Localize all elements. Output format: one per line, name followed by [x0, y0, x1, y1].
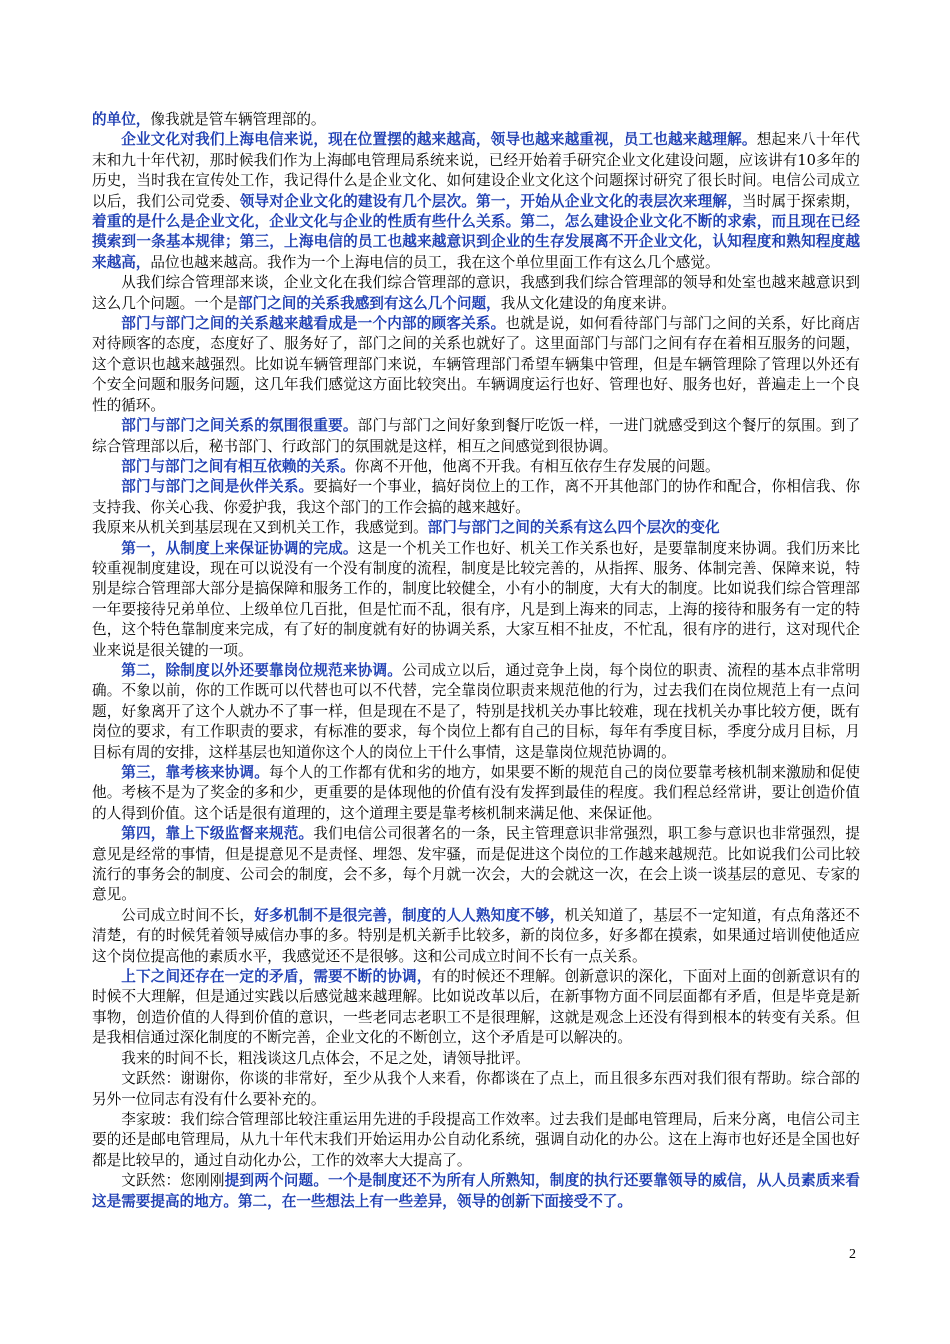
- paragraph: [92, 1110, 860, 1171]
- highlighted-text: 第三，靠考核来协调。: [121, 764, 269, 781]
- paragraph: [92, 763, 860, 824]
- body-text: 品位也越来越高。我作为一个上海电信的员工，我在这个单位里面工作有这么几个感觉。: [150, 253, 720, 271]
- paragraph: [92, 1069, 860, 1110]
- body-text: 我从文化建设的角度来讲。: [500, 294, 676, 312]
- highlighted-text: 部门与部门之间的关系有这么四个层次的变化: [427, 519, 720, 537]
- paragraph: [92, 416, 860, 457]
- body-text: 当时属于探索期，: [741, 192, 860, 210]
- body-text: 文跃然：您刚刚: [121, 1172, 225, 1190]
- highlighted-text: 第二，除制度以外还要靠岗位规范来协调。: [121, 661, 402, 679]
- paragraph: [92, 273, 860, 314]
- paragraph: [92, 824, 860, 906]
- body-text: 文跃然：谢谢你，你谈的非常好，至少从我个人来看，你都谈在了点上，而且很多东西对我们很有帮助。综合部的另外一位同志有没有什么要补充的。: [92, 1070, 860, 1108]
- paragraph: [92, 457, 860, 477]
- highlighted-text: 第四，靠上下级监督来规范。: [121, 825, 314, 843]
- paragraph: [92, 539, 860, 661]
- highlighted-text: 的单位，: [92, 111, 151, 128]
- paragraph: [92, 1049, 860, 1069]
- body-text: 我原来从机关到基层现在又到机关工作，我感觉到。: [92, 519, 428, 537]
- body-text: 机关知道了，基层不一定知道，有点角落还不清楚，有的时候凭着领导威信办事的多。特别是机关新手比较多，新的岗位多，好多都在摸索，如果通过培训使他适应这个岗位提高他的素质水平，我感觉还不是很够。这和公司成立时间不长有一点关系。: [92, 906, 860, 965]
- paragraph: [92, 518, 860, 538]
- body-text: 我来的时间不长，粗浅谈这几点体会，不足之处，请领导批评。: [121, 1049, 530, 1067]
- highlighted-text: 提到两个问题。一个是制度还不为所有人所熟知，制度的执行还要靠领导的威信，从人员素质来看这是需要提高的地方。第二，在一些想法上有一些差异，领导的创新下面接受不了。: [92, 1172, 860, 1210]
- body-text: 你离不开他，他离不开我。有相互依存生存发展的问题。: [354, 457, 720, 475]
- body-text: 公司成立时间不长，: [121, 906, 255, 924]
- body-text: 这是一个机关工作也好、机关工作关系也好，是要靠制度来协调。我们历来比较重视制度建设，现在可以说没有一个没有制度的流程，制度是比较完善的，从指挥、服务、体制完善、保障来说，特别是综合管理部大部分是搞保障和服务工作的，制度比较健全，小有小的制度，大有大的制度。比如说我们综合管理部一年要接待兄弟单位、上级单位几百批，但是忙而不乱，很有序，凡是到上海来的同志，上海的接待和服务有一定的特色，这个特色靠制度来完成，有了好的制度就有好的协调关系，大家互相不扯皮，不忙乱，很有序的进行，这对现代企业来说是很关键的一项。: [92, 539, 860, 659]
- highlighted-text: 部门之间的关系我感到有这么几个问题，: [237, 294, 501, 312]
- paragraph: [92, 906, 860, 967]
- paragraph: [92, 314, 860, 416]
- body-text: 从我们综合管理部来谈，企业文化在我们综合管理部的意识，我感到我们综合管理部的领导和处室也越来越意识到这么几个问题。一个是: [92, 274, 860, 312]
- highlighted-text: 领导对企业文化的建设有几个层次。第一，开始从企业文化的表层次来理解，: [239, 192, 742, 210]
- highlighted-text: 部门与部门之间关系的氛围很重要。: [121, 417, 358, 435]
- page-number: 2: [849, 1247, 856, 1262]
- body-text: 每个人的工作都有优和劣的地方，如果要不断的规范自己的岗位要靠考核机制来激励和促使他。考核不是为了奖金的多和少，更重要的是体现他的价值有没有发挥到最佳的程度。我们程总经常讲，要让创造价值的人得到价值。这个话是很有道理的，这个道理主要是靠考核机制来满足他、来保证他。: [92, 764, 860, 822]
- body-text: 李家玻：我们综合管理部比较注重运用先进的手段提高工作效率。过去我们是邮电管理局，后来分离，电信公司主要的还是邮电管理局，从九十年代末我们开始运用办公自动化系统，强调自动化的办公。这在上海市也好还是全国也好都是比较早的，通过自动化办公，工作的效率大大提高了。: [92, 1110, 860, 1169]
- paragraph: [92, 110, 860, 130]
- highlighted-text: 部门与部门之间的关系越来越看成是一个内部的顾客关系。: [121, 315, 506, 333]
- highlighted-text: 上下之间还存在一定的矛盾，需要不断的协调，: [121, 968, 432, 986]
- body-text: 部门与部门之间好象到餐厅吃饭一样，一进门就感受到这个餐厅的氛围。到了综合管理部以后，秘书部门、行政部门的氛围就是这样，相互之间感觉到很协调。: [92, 417, 860, 455]
- paragraph: [92, 967, 860, 1049]
- document-page: [92, 110, 860, 1212]
- body-text: 我们电信公司很著名的一条，民主管理意识非常强烈，职工参与意识也非常强烈，提意见是经常的事情，但是提意见不是责怪、埋怨、发牢骚，而是促进这个岗位的工作越来越规范。比如说我们公司比较流行的事务会的制度、公司会的制度，会不多，每个月就一次会，大的会就这一次，在会上谈一谈基层的意见、专家的意见。: [92, 825, 860, 904]
- body-text: 要搞好一个事业，搞好岗位上的工作，离不开其他部门的协作和配合，你相信我、你支持我、你关心我、你爱护我，我这个部门的工作会搞的越来越好。: [92, 478, 860, 516]
- paragraph: [92, 130, 860, 273]
- highlighted-text: 好多机制不是很完善，制度的人人熟知度不够，: [254, 906, 565, 924]
- paragraph: [92, 477, 860, 518]
- paragraph: [92, 1171, 860, 1212]
- paragraph: [92, 661, 860, 763]
- body-text: 想起来八十年代末和九十年代初，那时候我们作为上海邮电管理局系统来说，已经开始着手研究企业文化建设问题，应该讲有10多年的历史，当时我在宣传处工作，我记得什么是企业文化、如何建设企业文化这个问题探讨研究了很长时间。电信公司成立以后，我们公司党委、: [92, 131, 860, 210]
- highlighted-text: 部门与部门之间有相互依赖的关系。: [121, 457, 355, 475]
- body-text: 公司成立以后，通过竞争上岗，每个岗位的职责、流程的基本点非常明确。不象以前，你的工作既可以代替也可以不代替，完全靠岗位职责来规范他的行为，过去我们在岗位规范上有一点问题，好象离开了这个人就办不了事一样，但是现在不是了，特别是找机关办事比较难，现在找机关办事比较方便，既有岗位的要求，有工作职责的要求，有标准的要求，每个岗位上都有自己的目标，每年有季度目标，季度分成月目标，月目标有周的安排，这样基层也知道你这个人的岗位上干什么事情，这是靠岗位规范协调的。: [92, 661, 860, 761]
- highlighted-text: 企业文化对我们上海电信来说，现在位置摆的越来越高，领导也越来越重视，员工也越来越理解。: [121, 131, 757, 149]
- highlighted-text: 第一，从制度上来保证协调的完成。: [121, 539, 358, 557]
- body-text: 有的时候还不理解。创新意识的深化，下面对上面的创新意识有的时候不大理解，但是通过实践以后感觉越来越理解。比如说改革以后，在新事物方面不同层面都有矛盾，但是毕竟是新事物，创造价值的人得到价值的意识，一些老同志老职工不是很理解，这就是观念上还没有得到根本的转变有关系。但是我相信通过深化制度的不断完善，企业文化的不断创立，这个矛盾是可以解决的。: [92, 968, 860, 1047]
- body-text: 也就是说，如何看待部门与部门之间的关系，好比商店对待顾客的态度，态度好了、服务好了，部门之间的关系也就好了。这里面部门与部门之间有存在着相互服务的问题，这个意识也越来越强烈。比如说车辆管理部门来说，车辆管理部门希望车辆集中管理，但是车辆管理除了管理以外还有个安全问题和服务问题，这几年我们感觉这方面比较突出。车辆调度运行也好、管理也好、服务也好，普遍走上一个良性的循环。: [92, 315, 860, 414]
- body-text: 像我就是管车辆管理部的。: [150, 111, 326, 128]
- highlighted-text: 着重的是什么是企业文化，企业文化与企业的性质有些什么关系。第二，怎么建设企业文化不断的求索，而且现在已经摸索到一条基本规律；第三，上海电信的员工也越来越意识到企业的生存发展离不开企业文化，认知程度和熟知程度越来越高，: [92, 213, 860, 271]
- highlighted-text: 部门与部门之间是伙伴关系。: [121, 478, 314, 496]
